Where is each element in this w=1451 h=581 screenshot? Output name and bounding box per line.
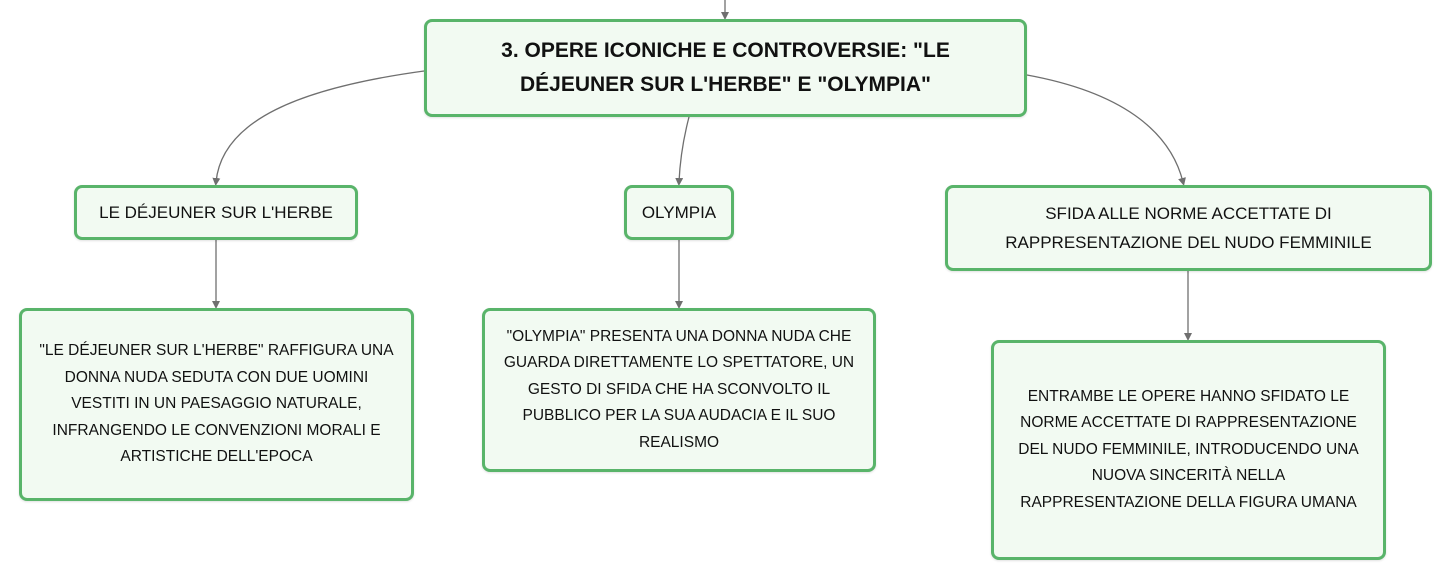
node-line: SFIDA ALLE NORME ACCETTATE DI: [1045, 204, 1332, 223]
node-olympia[interactable]: [624, 185, 734, 240]
root-line-2: DÉJEUNER SUR L'HERBE" E "OLYMPIA": [519, 73, 931, 96]
detail-line: REALISMO: [638, 433, 720, 451]
detail-line: INFRANGENDO LE CONVENZIONI MORALI E: [52, 421, 381, 439]
detail-line: GUARDA DIRETTAMENTE LO SPETTATORE, UN: [503, 354, 855, 372]
node-text: [642, 199, 716, 227]
detail-olympia[interactable]: [482, 308, 876, 472]
node-sfida-alle-norme[interactable]: [945, 185, 1432, 271]
detail-line: PUBBLICO PER LA SUA AUDACIA E IL SUO: [522, 407, 836, 425]
node-le-dejeuner-sur-lherbe[interactable]: [74, 185, 358, 240]
node-line: LE DÉJEUNER SUR L'HERBE: [99, 202, 333, 222]
detail-le-dejeuner-sur-lherbe[interactable]: [19, 308, 414, 501]
detail-line: RAPPRESENTAZIONE DELLA FIGURA UMANA: [1020, 493, 1357, 511]
detail-sfida-alle-norme[interactable]: [991, 340, 1386, 560]
detail-line: NUOVA SINCERITÀ NELLA: [1091, 467, 1286, 485]
detail-text: [39, 338, 393, 471]
connector-root-sfida: [1027, 75, 1183, 182]
detail-text: [1018, 384, 1358, 517]
node-text: [99, 199, 333, 227]
detail-line: ARTISTICHE DELL'EPOCA: [120, 448, 313, 466]
detail-line: ENTRAMBE LE OPERE HANNO SFIDATO LE: [1027, 387, 1350, 405]
detail-text: [504, 324, 854, 457]
detail-line: VESTITI IN UN PAESAGGIO NATURALE,: [71, 395, 362, 413]
node-text: [1005, 199, 1372, 257]
detail-line: "LE DÉJEUNER SUR L'HERBE" RAFFIGURA UNA: [39, 342, 394, 360]
detail-line: NORME ACCETTATE DI RAPPRESENTAZIONE: [1020, 414, 1357, 432]
connector-root-olympia: [679, 117, 689, 182]
detail-line: "OLYMPIA" PRESENTA UNA DONNA NUDA CHE: [506, 327, 852, 345]
connector-root-dejeuner: [216, 71, 424, 182]
node-line: RAPPRESENTAZIONE DEL NUDO FEMMINILE: [1005, 233, 1372, 252]
detail-line: GESTO DI SFIDA CHE HA SCONVOLTO IL: [527, 380, 831, 398]
detail-line: DEL NUDO FEMMINILE, INTRODUCENDO UNA: [1018, 440, 1359, 458]
root-node-text: [501, 34, 950, 102]
node-line: OLYMPIA: [641, 202, 717, 222]
root-line-1: 3. OPERE ICONICHE E CONTROVERSIE: "LE: [501, 39, 950, 62]
root-node[interactable]: [424, 19, 1027, 117]
detail-line: DONNA NUDA SEDUTA CON DUE UOMINI: [64, 368, 369, 386]
